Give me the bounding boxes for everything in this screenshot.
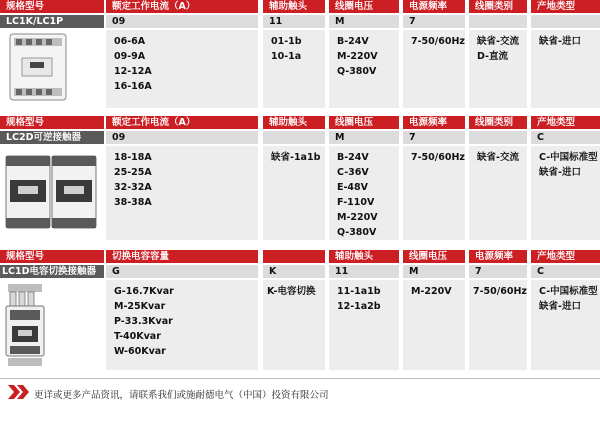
voltage-value: Q-380V [337, 66, 377, 77]
aux-values [263, 30, 325, 108]
switch-code: K [263, 265, 325, 278]
voltage-value: E-48V [337, 182, 369, 193]
aux-value: 12-1a2b [337, 301, 381, 312]
current-value: 25-25A [114, 167, 152, 178]
switch-values [263, 280, 325, 370]
header-frequency: 电源频率 [469, 250, 527, 263]
voltage-value: M-220V [411, 286, 452, 297]
header-model: 规格型号 [0, 250, 104, 263]
reversing-contactor-image [0, 146, 104, 240]
product-image-lc1k [0, 30, 104, 108]
model-code: LC1K/LC1P [0, 15, 104, 28]
capacity-values [106, 280, 258, 370]
frequency-values [403, 30, 465, 108]
header-coil-voltage: 线圈电压 [403, 250, 465, 263]
frequency-values [469, 280, 527, 370]
header-model: 规格型号 [0, 0, 104, 13]
coil-type-value: 缺省-交流 [477, 36, 519, 47]
current-value: 38-38A [114, 197, 152, 208]
aux-code: 11 [329, 265, 399, 278]
header-coil-type: 线圈类别 [469, 116, 527, 129]
header-capacity: 切换电容容量 [106, 250, 258, 263]
footer-text: 更详或更多产品资讯，请联系我们或施耐德电气（中国）投资有限公司 [34, 390, 329, 401]
current-value: 16-16A [114, 81, 152, 92]
current-value: 09-9A [114, 51, 146, 62]
current-value: 18-18A [114, 152, 152, 163]
coil-type-values [469, 146, 527, 240]
model-code: LC2D可逆接触器 [0, 131, 104, 144]
capacity-value: W-60Kvar [114, 346, 166, 357]
voltage-value: C-36V [337, 167, 369, 178]
header-origin: 产地类型 [531, 116, 600, 129]
footer [0, 378, 600, 408]
header-frequency: 电源频率 [403, 116, 465, 129]
header-blank [263, 250, 325, 263]
aux-values [329, 280, 399, 370]
voltage-values [329, 30, 399, 108]
aux-values [263, 146, 325, 240]
current-values [106, 30, 258, 108]
capacity-value: M-25Kvar [114, 301, 166, 312]
origin-value: 缺省-进口 [539, 36, 581, 47]
header-current: 额定工作电流（A） [106, 116, 258, 129]
voltage-value: Q-380V [337, 227, 377, 238]
header-origin: 产地类型 [531, 250, 600, 263]
voltage-values [329, 146, 399, 240]
current-value: 12-12A [114, 66, 152, 77]
capacity-code: G [106, 265, 258, 278]
capacity-value: T-40Kvar [114, 331, 161, 342]
product-image-lc1d [0, 280, 104, 370]
header-aux-contact: 辅助触头 [263, 116, 325, 129]
voltage-value: F-110V [337, 197, 375, 208]
current-code: 09 [106, 131, 258, 144]
origin-code [531, 15, 600, 28]
origin-value: 缺省-进口 [539, 301, 581, 312]
section-lc1k [0, 0, 600, 108]
switch-value: K-电容切换 [267, 286, 316, 297]
frequency-values [403, 146, 465, 240]
voltage-value: B-24V [337, 152, 369, 163]
origin-value: 缺省-进口 [539, 167, 581, 178]
header-aux-contact: 辅助触头 [329, 250, 399, 263]
origin-values [531, 146, 600, 240]
header-current: 额定工作电流（A） [106, 0, 258, 13]
header-origin: 产地类型 [531, 0, 600, 13]
frequency-code: 7 [403, 131, 465, 144]
capacitor-contactor-image [0, 280, 104, 370]
coil-type-value: 缺省-交流 [477, 152, 519, 163]
double-chevron-icon [8, 385, 30, 399]
origin-code: C [531, 265, 600, 278]
coil-type-code [469, 15, 527, 28]
frequency-value: 7-50/60Hz [411, 152, 465, 163]
origin-values [531, 280, 600, 370]
section-lc2d [0, 116, 600, 240]
frequency-value: 7-50/60Hz [411, 36, 465, 47]
aux-value: 10-1a [271, 51, 302, 62]
current-code: 09 [106, 15, 258, 28]
voltage-value: M-220V [337, 212, 378, 223]
header-frequency: 电源频率 [403, 0, 465, 13]
origin-value: C-中国标准型 [539, 152, 598, 163]
capacity-value: G-16.7Kvar [114, 286, 174, 297]
frequency-value: 7-50/60Hz [473, 286, 527, 297]
aux-code: 11 [263, 15, 325, 28]
voltage-value: B-24V [337, 36, 369, 47]
header-coil-type: 线圈类别 [469, 0, 527, 13]
current-value: 06-6A [114, 36, 146, 47]
frequency-code: 7 [403, 15, 465, 28]
aux-value: 01-1b [271, 36, 302, 47]
current-values [106, 146, 258, 240]
origin-code: C [531, 131, 600, 144]
aux-value: 11-1a1b [337, 286, 381, 297]
header-coil-voltage: 线圈电压 [329, 0, 399, 13]
origin-values [531, 30, 600, 108]
voltage-code: M [329, 15, 399, 28]
aux-value: 缺省-1a1b [271, 152, 321, 163]
header-model: 规格型号 [0, 116, 104, 129]
section-lc1d [0, 250, 600, 370]
origin-value: C-中国标准型 [539, 286, 598, 297]
header-coil-voltage: 线圈电压 [329, 116, 399, 129]
voltage-values [403, 280, 465, 370]
current-value: 32-32A [114, 182, 152, 193]
model-code: LC1D电容切换接触器 [0, 265, 104, 278]
coil-type-values [469, 30, 527, 108]
voltage-code: M [329, 131, 399, 144]
contactor-image [0, 30, 104, 108]
aux-code [263, 131, 325, 144]
product-image-lc2d [0, 146, 104, 240]
header-aux-contact: 辅助触头 [263, 0, 325, 13]
coil-type-value: D-直流 [477, 51, 509, 62]
voltage-value: M-220V [337, 51, 378, 62]
capacity-value: P-33.3Kvar [114, 316, 173, 327]
frequency-code: 7 [469, 265, 527, 278]
coil-type-code [469, 131, 527, 144]
voltage-code: M [403, 265, 465, 278]
